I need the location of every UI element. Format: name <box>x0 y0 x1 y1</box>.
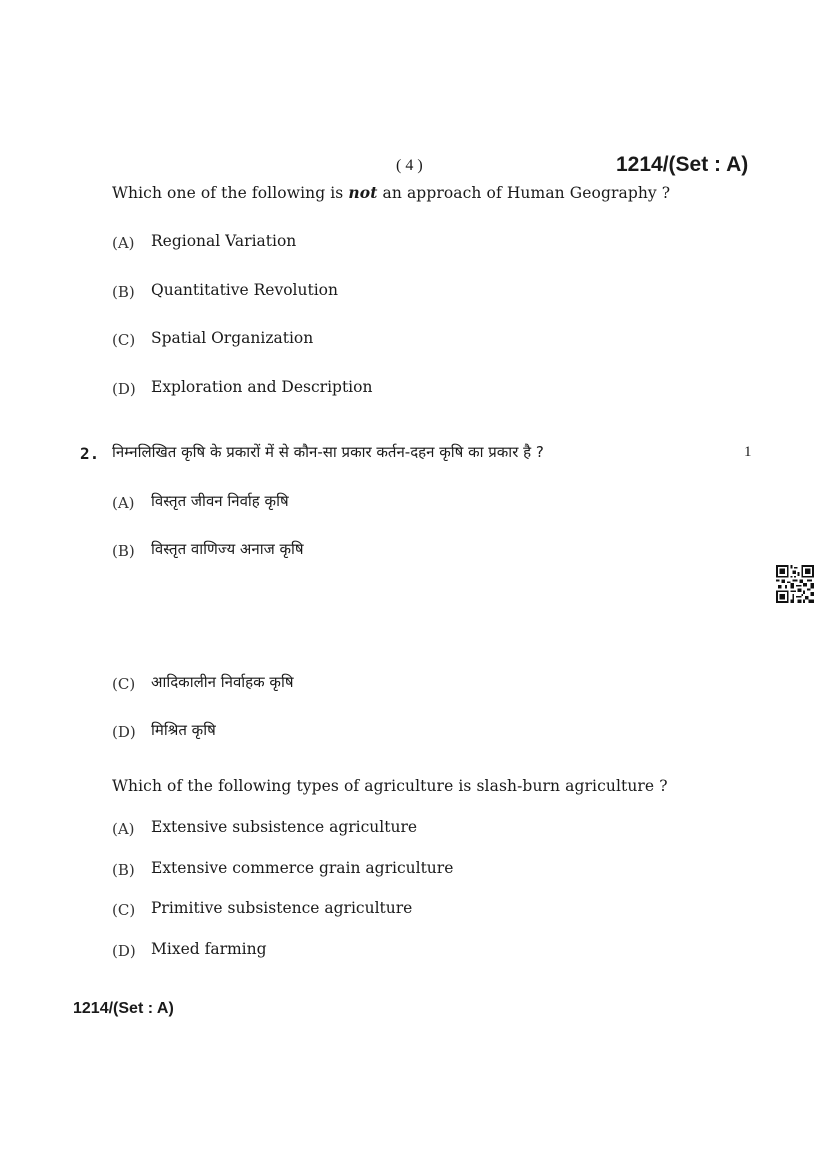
q2-english-option-b-label: (B) <box>112 861 135 879</box>
q1-option-c-text: Spatial Organization <box>151 329 314 347</box>
q2-hindi-option-c-text: आदिकालीन निर्वाहक कृषि <box>151 673 294 691</box>
q2-english-option-c-label: (C) <box>112 901 136 919</box>
q2-hindi-option-a-label: (A) <box>112 494 135 512</box>
q2-hindi-option-b-text: विस्तृत वाणिज्य अनाज कृषि <box>151 540 304 558</box>
q2-hindi-option-b-label: (B) <box>112 542 135 560</box>
q1-option-c-label: (C) <box>112 331 136 349</box>
q1-option-b-text: Quantitative Revolution <box>151 281 338 299</box>
qr-code-icon <box>776 565 814 603</box>
q2-english-option-a-label: (A) <box>112 820 135 838</box>
q2-marks: 1 <box>744 444 752 460</box>
q2-hindi-option-d-label: (D) <box>112 723 136 741</box>
q2-hindi-option-d-text: मिश्रित कृषि <box>151 721 216 739</box>
q2-english-option-d-text: Mixed farming <box>151 940 267 958</box>
q2-number: 2. <box>80 444 100 463</box>
q1-option-a-text: Regional Variation <box>151 232 297 250</box>
q1-option-d-text: Exploration and Description <box>151 378 373 396</box>
q2-english-option-a-text: Extensive subsistence agriculture <box>151 818 418 836</box>
q2-english-option-c-text: Primitive subsistence agriculture <box>151 899 413 917</box>
set-code-header: 1214/(Set : A) <box>616 153 749 176</box>
q1-english-question <box>112 183 670 202</box>
q1-text-emphasis: not <box>348 183 378 202</box>
q2-hindi-question: निम्नलिखित कृषि के प्रकारों में से कौन-सा प्रकार कर्तन-दहन कृषि का प्रकार है ? <box>112 443 544 461</box>
q1-text-after: an approach of Human Geography ? <box>377 184 671 202</box>
q2-hindi-option-a-text: विस्तृत जीवन निर्वाह कृषि <box>151 492 289 510</box>
q2-hindi-option-c-label: (C) <box>112 675 136 693</box>
page-number: ( 4 ) <box>396 157 423 174</box>
q2-english-option-b-text: Extensive commerce grain agriculture <box>151 859 454 877</box>
q1-option-b-label: (B) <box>112 283 135 301</box>
q2-english-option-d-label: (D) <box>112 942 136 960</box>
q1-option-a-label: (A) <box>112 234 135 252</box>
q1-text-before: Which one of the following is <box>112 184 349 202</box>
q2-english-question: Which of the following types of agriculture is slash-burn agriculture ? <box>112 777 668 795</box>
set-code-footer: 1214/(Set : A) <box>73 1000 174 1017</box>
q1-option-d-label: (D) <box>112 380 136 398</box>
